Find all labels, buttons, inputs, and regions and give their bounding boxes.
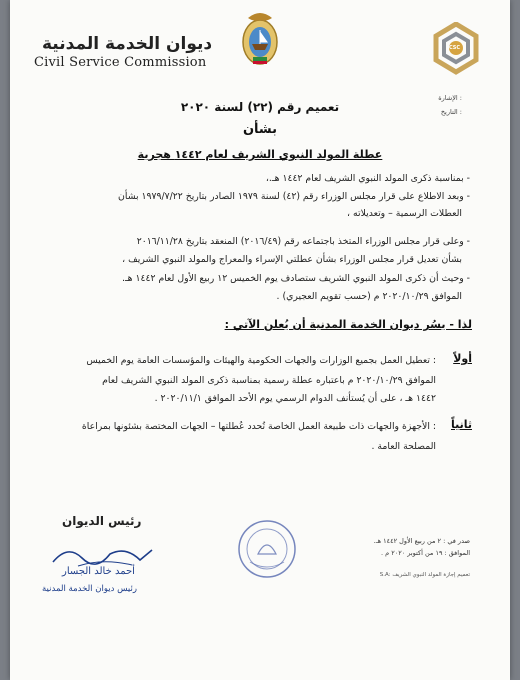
kuwait-emblem-icon xyxy=(238,8,282,68)
circular-subject: عطلة المولد النبوي الشريف لعام ١٤٤٢ هجرية xyxy=(137,148,383,161)
date-label: : التاريخ xyxy=(440,108,462,116)
item-first-line: : تعطيل العمل بجميع الوزارات والجهات الحكومية والهيئات والمؤسسات العامة يوم الخميس xyxy=(86,355,436,366)
csc-logo-text: CSC xyxy=(449,45,461,51)
circular-number: تعميم رقم (٢٢) لسنة ٢٠٢٠ xyxy=(180,100,340,114)
org-name-arabic: ديوان الخدمة المدنية xyxy=(42,34,213,54)
item-first-line: ١٤٤٢ هـ ، على أن يُستأنف الدوام الرسمي يوم الأحد الموافق ٢٠٢٠/١١/١ . xyxy=(154,393,436,404)
preamble-line: - وعلى قرار مجلس الوزراء المتخذ باجتماعه رقم (٢٠١٦/٤٩) المنعقد بتاريخ ٢٠١٦/١١/٢٨ xyxy=(136,236,470,247)
official-stamp-icon xyxy=(236,518,298,580)
announcement-heading: لذا - يسُر ديوان الخدمة المدنية أن يُعلن الآتي : xyxy=(224,318,472,331)
item-first-line: الموافق ٢٠٢٠/١٠/٢٩ م باعتباره عطلة رسمية بمناسبة ذكرى المولد النبوي الشريف لعام xyxy=(102,375,436,386)
preamble-line: بشأن تعديل قرار مجلس الوزراء بشأن عطلتي الإسراء والمعراج والمولد النبوي الشريف ، xyxy=(122,254,462,265)
preamble-line: - وبعد الاطلاع على قرار مجلس الوزراء رقم (٤٢) لسنة ١٩٧٩ الصادر بتاريخ ١٩٧٩/٧/٢٢ بشأن xyxy=(118,191,470,202)
regarding-label: بشأن xyxy=(242,122,278,137)
preamble-line: - وحيث أن ذكرى المولد النبوي الشريف ستصادف يوم الخميس ١٢ ربيع الأول لعام ١٤٤٢ هـ. xyxy=(121,273,470,284)
reference-label: : الإشارة xyxy=(438,94,462,102)
signatory-title: رئيس الديوان xyxy=(62,514,142,528)
preamble-line: العطلات الرسمية – وتعديلاته ، xyxy=(347,208,462,219)
item-second-line: المصلحة العامة . xyxy=(371,441,436,452)
issue-date-gregorian: الموافق : ١٩ من أكتوبر ٢٠٢٠ م . xyxy=(381,549,470,557)
item-label-first: أولاً xyxy=(453,352,472,365)
org-name-english: Civil Service Commission xyxy=(34,55,207,70)
item-second-line: : الأجهزة والجهات ذات طبيعة العمل الخاصة تُحدد عُطلتها – الجهات المختصة بشئونها بمراعاة xyxy=(81,421,436,432)
preamble-line: - بمناسبة ذكرى المولد النبوي الشريف لعام ١٤٤٢ هـ.، xyxy=(265,173,470,184)
preamble-line: الموافق ٢٠٢٠/١٠/٢٩ م (حسب تقويم العجيري) . xyxy=(276,291,462,302)
item-label-second: ثانياً xyxy=(450,418,472,431)
file-reference-note: تعميم إجازة المولد النبوي الشريف :S.A xyxy=(379,572,470,578)
document-page xyxy=(10,0,510,680)
issue-date-hijri: صدر في : ٢ من ربيع الأول ١٤٤٢ هـ. xyxy=(373,537,470,545)
signatory-position: رئيس ديوان الخدمة المدنية xyxy=(42,584,137,594)
signatory-name: أحمد خالد الجسار xyxy=(62,566,135,577)
